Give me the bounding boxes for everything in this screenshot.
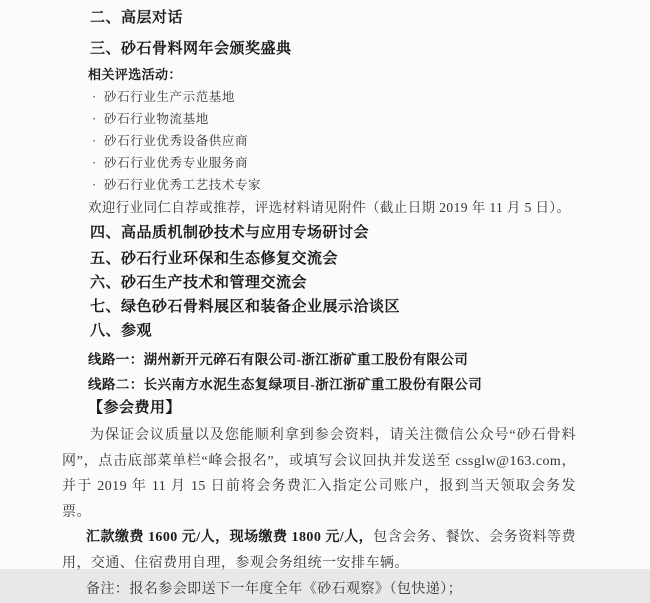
bullet-icon: · <box>92 134 97 148</box>
label-related-activities: 相关评选活动： <box>88 67 182 82</box>
para-payment <box>62 525 576 577</box>
award-item <box>92 86 576 108</box>
route-line-2: 线路二：长兴南方水泥生态复绿项目-浙江浙矿重工股份有限公司 <box>88 377 483 392</box>
award-item <box>92 174 576 196</box>
award-item-label: 砂石行业优秀设备供应商 <box>104 134 249 148</box>
route-line-1: 线路一：湖州新开元碎石有限公司-浙江浙矿重工股份有限公司 <box>88 352 469 367</box>
heading-production-tech-exchange: 六、砂石生产技术和管理交流会 <box>90 275 308 291</box>
award-list <box>92 86 576 196</box>
heading-fee: 【参会费用】 <box>88 400 182 416</box>
bullet-icon: · <box>92 112 97 126</box>
heading-environment-exchange: 五、砂石行业环保和生态修复交流会 <box>90 251 339 267</box>
award-item-label: 砂石行业优秀工艺技术专家 <box>104 178 262 192</box>
payment-details: 包含会务、餐饮、会务资料等费用，交通、住宿费用自理，参观会务组统一安排车辆。 <box>62 530 576 571</box>
award-item-label: 砂石行业优秀专业服务商 <box>104 156 249 170</box>
para-registration: 为保证会议质量以及您能顺利拿到参会资料，请关注微信公众号“砂石骨料网”，点击底部菜单栏“峰会报名”，或填写会议回执并发送至 cssglw@163.com，并于 2019 年 11 月 15 日前将会务费汇入指定公司账户，报到当天领取会务发票。 <box>62 428 576 520</box>
bullet-icon: · <box>92 90 97 104</box>
heading-visit: 八、参观 <box>90 323 153 339</box>
heading-high-level-dialogue: 二、高层对话 <box>90 10 184 26</box>
bullet-icon: · <box>92 156 97 170</box>
heading-annual-awards: 三、砂石骨料网年会颁奖盛典 <box>90 41 292 57</box>
award-item <box>92 152 576 174</box>
payment-amount-bold: 汇款缴费 1600 元/人，现场缴费 1800 元/人， <box>86 530 374 545</box>
award-item-label: 砂石行业物流基地 <box>104 112 209 126</box>
heading-machine-sand-seminar: 四、高品质机制砂技术与应用专场研讨会 <box>90 225 370 241</box>
award-item <box>92 130 576 152</box>
text-welcome-recommend: 欢迎行业同仁自荐或推荐，评选材料请见附件（截止日期 2019 年 11 月 5 日）。 <box>88 200 571 215</box>
heading-exhibition-area: 七、绿色砂石骨料展区和装备企业展示洽谈区 <box>90 299 401 315</box>
bullet-icon: · <box>92 178 97 192</box>
award-item-label: 砂石行业生产示范基地 <box>104 90 236 104</box>
award-item <box>92 108 576 130</box>
para-note: 备注：报名参会即送下一年度全年《砂石观察》（包快递）； <box>86 582 463 597</box>
